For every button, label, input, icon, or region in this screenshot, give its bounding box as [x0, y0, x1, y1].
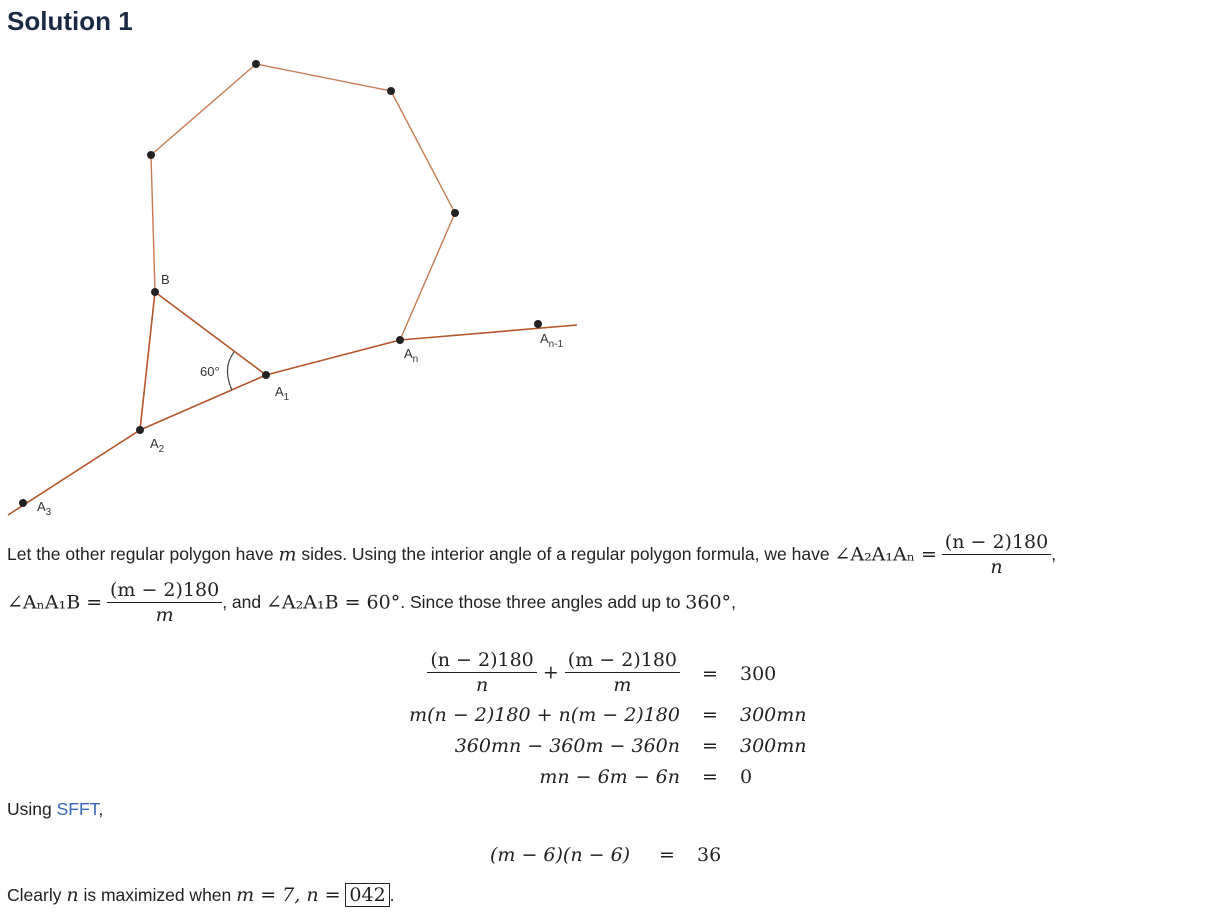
p3-text-1: Using — [7, 799, 57, 819]
p1-text-1: Let the other regular polygon have — [7, 544, 279, 564]
sfft-lhs: (m − 6)(n − 6) — [490, 844, 631, 866]
sfft-link[interactable]: SFFT — [56, 799, 99, 819]
p1-frac-den: n — [990, 556, 1003, 578]
label-a1: $A_1$ — [275, 384, 290, 403]
eq-row1-frac2-num: (m − 2)180 — [565, 648, 680, 673]
p4-condition: m = 7, n = — [236, 884, 341, 906]
eq-row4-eq: = — [702, 766, 718, 788]
polygon-figure — [0, 0, 600, 530]
point-v2 — [387, 87, 395, 95]
line-a1-an — [266, 340, 400, 375]
p1-frac-num: (n − 2)180 — [942, 530, 1051, 555]
point-v3 — [252, 60, 260, 68]
paragraph-2 — [7, 578, 736, 627]
answer-box: 042 — [345, 883, 389, 907]
eq-row3-lhs: 360mn − 360m − 360n — [454, 735, 680, 757]
construction-lines — [8, 292, 577, 515]
solution-heading: Solution 1 — [7, 6, 133, 36]
p4-text-1: Clearly — [7, 885, 67, 905]
p2-fraction — [107, 578, 222, 627]
p2-text-1: , and — [222, 592, 266, 612]
angle-arc — [227, 352, 234, 390]
line-a2-a1 — [140, 375, 266, 430]
point-a3 — [19, 499, 27, 507]
paragraph-3 — [7, 799, 103, 820]
eq-row1-frac2-den: m — [613, 674, 632, 696]
sfft-eq: = — [659, 844, 675, 866]
label-angle: 60° — [200, 364, 220, 379]
eq-row4-rhs: 0 — [740, 766, 753, 788]
paragraph-4 — [7, 884, 395, 906]
p2-frac-num: (m − 2)180 — [107, 578, 222, 603]
eq-row1-plus: + — [542, 661, 559, 684]
eq-row1-frac2 — [565, 648, 680, 697]
eq-row1-eq: = — [702, 663, 718, 685]
eq-row2-eq: = — [702, 704, 718, 726]
p1-text-2: sides. Using the interior angle of a regular polygon formula, we have — [296, 544, 835, 564]
p1-angle: ∠A₂A₁Aₙ = — [834, 543, 937, 566]
line-b-a1 — [155, 292, 266, 375]
p1-var-m: m — [278, 543, 297, 566]
polygon-edges — [151, 64, 455, 340]
p3-text-2: , — [98, 799, 104, 819]
eq-row1-frac1-num: (n − 2)180 — [427, 648, 536, 673]
point-an1 — [534, 320, 542, 328]
eq-row1-frac1-den: n — [475, 674, 489, 696]
sfft-rhs: 36 — [697, 844, 722, 866]
label-an: $A_n$ — [404, 346, 419, 365]
point-an — [396, 336, 404, 344]
p4-text-3: . — [389, 885, 395, 905]
line-an-an1 — [400, 325, 577, 340]
p2-text-3: , — [731, 592, 736, 612]
p1-comma: , — [1051, 544, 1057, 564]
p2-frac-den: m — [155, 604, 174, 626]
point-v1 — [451, 209, 459, 217]
eq-row2-lhs: m(n − 2)180 + n(m − 2)180 — [409, 704, 680, 726]
line-b-a2 — [140, 292, 155, 430]
p2-text-2: . Since those three angles add up to — [400, 592, 686, 612]
point-v4 — [147, 151, 155, 159]
point-a2 — [136, 426, 144, 434]
eq-row3-rhs: 300mn — [740, 735, 807, 757]
eq-row4-lhs: mn − 6m − 6n — [539, 766, 680, 788]
p2-deg: 360° — [685, 591, 732, 614]
vertex-points — [19, 60, 542, 507]
point-b — [151, 288, 159, 296]
p1-fraction — [942, 530, 1051, 579]
point-a1 — [262, 371, 270, 379]
paragraph-1 — [7, 530, 1056, 579]
eq-row1-lhs — [427, 648, 680, 697]
eq-row1-rhs: 300 — [740, 663, 777, 685]
eq-row3-eq: = — [702, 735, 718, 757]
label-a2: $A_2$ — [150, 436, 165, 455]
label-b: B — [161, 272, 170, 287]
line-a2-a3 — [8, 430, 140, 515]
large-polygon-edge — [151, 64, 455, 340]
p4-text-2: is maximized when — [78, 885, 237, 905]
p4-var-n: n — [66, 884, 79, 906]
p2-angle: ∠AₙA₁B = — [7, 591, 103, 614]
eq-row2-rhs: 300mn — [740, 704, 807, 726]
label-an1: $A_{n-1}$ — [540, 331, 564, 350]
label-a3: $A_3$ — [37, 499, 52, 518]
p2-angle-60: ∠A₂A₁B = 60° — [266, 591, 401, 614]
eq-row1-frac1 — [427, 648, 536, 697]
